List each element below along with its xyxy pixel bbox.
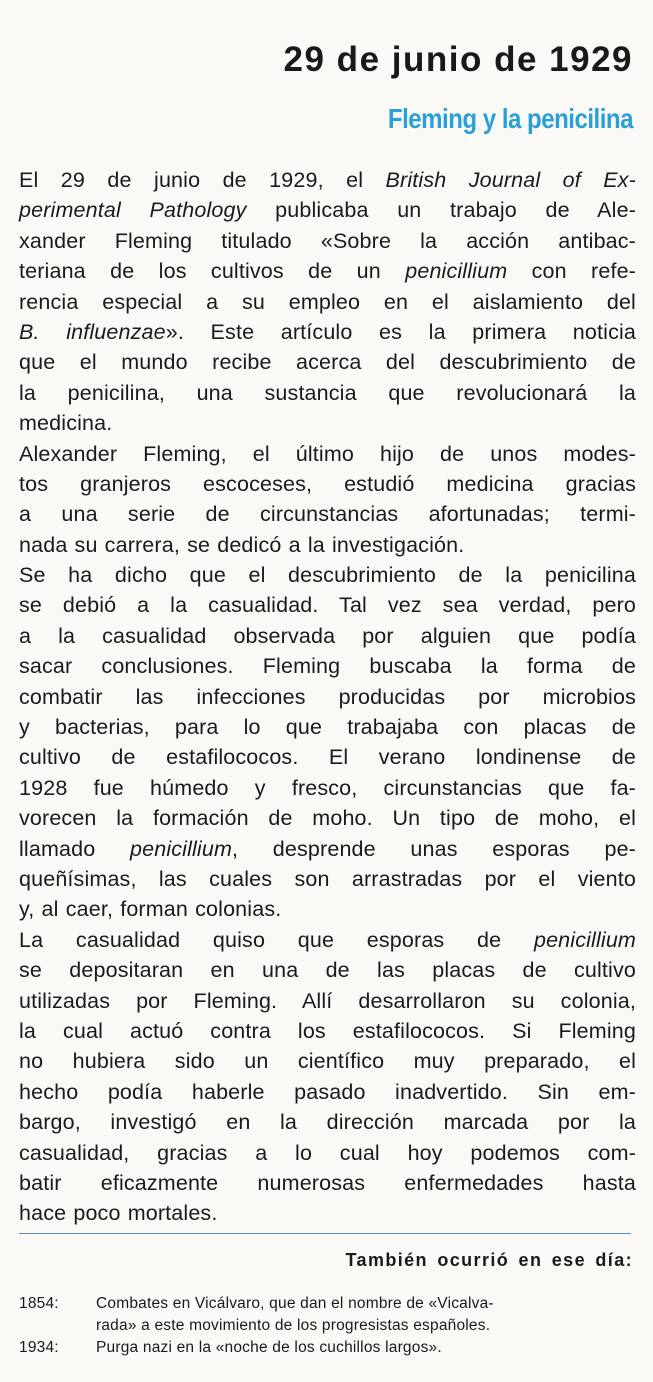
article-line <box>19 560 636 590</box>
text-run: rencia especial a su empleo en el aislamiento del <box>19 289 636 314</box>
text-run: 1928 fue húmedo y fresco, circunstancias que fa- <box>19 775 636 800</box>
article-line <box>19 317 636 347</box>
article-subtitle: Fleming y la penicilina <box>387 103 633 134</box>
text-run: xander Fleming titulado «Sobre la acción antibac- <box>19 228 636 253</box>
article-line <box>19 256 636 286</box>
article-line <box>19 834 636 864</box>
italic-text: penicillium <box>533 927 636 952</box>
text-run: y bacterias, para lo que trabajaba con placas de <box>19 715 636 740</box>
event-item <box>19 1337 636 1359</box>
italic-text: penicillium <box>405 259 508 284</box>
text-run: , desprende unas esporas pe- <box>232 836 636 861</box>
text-run: bargo, investigó en la dirección marcada por la <box>19 1110 636 1135</box>
article-line <box>19 1107 636 1137</box>
event-year: 1854: <box>19 1295 59 1312</box>
article-line <box>19 742 636 772</box>
article-line <box>19 1168 636 1198</box>
text-run: a la casualidad observada por alguien que podía <box>19 623 636 648</box>
text-run: a una serie de circunstancias afortunadas; termi- <box>19 502 636 527</box>
article-line <box>19 499 636 529</box>
italic-text: B. influenzae <box>19 319 166 344</box>
article-line <box>19 165 636 195</box>
text-run: casualidad, gracias a lo cual hoy podemos com- <box>19 1140 636 1165</box>
article-line <box>19 408 636 438</box>
article-line <box>19 955 636 985</box>
event-item <box>19 1293 636 1337</box>
date-title: 29 de junio de 1929 <box>283 40 633 79</box>
text-run: que el mundo recibe acerca del descubrimiento de <box>19 350 636 375</box>
event-description: Purga nazi en la «noche de los cuchillos largos». <box>96 1339 442 1356</box>
article-line <box>19 925 636 955</box>
article-line <box>19 1046 636 1076</box>
text-run: tos granjeros escoceses, estudió medicina gracias <box>19 471 636 496</box>
text-run: publicaba un trabajo de Ale- <box>246 198 636 223</box>
text-run: La casualidad quiso que esporas de <box>19 927 534 952</box>
text-run: medicina. <box>19 411 113 436</box>
text-run: vorecen la formación de moho. Un tipo de moho, el <box>19 806 636 831</box>
text-run: Alexander Fleming, el último hijo de unos modes- <box>19 441 636 466</box>
text-run: combatir las infecciones producidas por microbios <box>19 684 636 709</box>
article-line <box>19 803 636 833</box>
event-description: rada» a este movimiento de los progresistas españoles. <box>96 1317 491 1334</box>
text-run: no hubiera sido un científico muy preparado, el <box>19 1049 636 1074</box>
text-run: queñísimas, las cuales son arrastradas por el viento <box>19 866 636 891</box>
article-line <box>19 986 636 1016</box>
article-line <box>19 590 636 620</box>
italic-text: penicillium <box>130 836 233 861</box>
article-line <box>19 651 636 681</box>
text-run: utilizadas por Fleming. Allí desarrollaron su colonia, <box>19 988 636 1013</box>
article-line <box>19 347 636 377</box>
text-run: se debió a la casualidad. Tal vez sea verdad, pero <box>19 593 636 618</box>
text-run: batir eficazmente numerosas enfermedades hasta <box>19 1170 636 1195</box>
italic-text: perimental Pathology <box>19 198 247 223</box>
text-run: Se ha dicho que el descubrimiento de la penicilina <box>19 563 636 588</box>
article-line <box>19 530 636 560</box>
article-line <box>19 712 636 742</box>
text-run: llamado <box>19 836 130 861</box>
article-line <box>19 621 636 651</box>
article-line <box>19 287 636 317</box>
article-line <box>19 378 636 408</box>
article-line <box>19 864 636 894</box>
text-run: la cual actuó contra los estafilococos. Si Fleming <box>19 1018 636 1043</box>
article-line <box>19 439 636 469</box>
text-run: nada su carrera, se dedicó a la investigación. <box>19 532 465 557</box>
section-divider <box>19 1233 631 1234</box>
event-year: 1934: <box>19 1339 59 1356</box>
event-description: Combates en Vicálvaro, que dan el nombre de «Vicalva- <box>96 1295 494 1312</box>
article-line <box>19 773 636 803</box>
text-run: y, al caer, forman colonias. <box>19 897 282 922</box>
article-line <box>19 226 636 256</box>
text-run: hecho podía haberle pasado inadvertido. Sin em- <box>19 1079 636 1104</box>
article-line <box>19 1016 636 1046</box>
text-run: hace poco mortales. <box>19 1201 218 1226</box>
article-line <box>19 1198 636 1228</box>
text-run: la penicilina, una sustancia que revolucionará la <box>19 380 636 405</box>
article-line <box>19 1138 636 1168</box>
article-line <box>19 469 636 499</box>
article-line <box>19 1077 636 1107</box>
text-run: con refe- <box>507 259 636 284</box>
events-list <box>19 1293 636 1359</box>
text-run: teriana de los cultivos de un <box>19 259 406 284</box>
italic-text: British Journal of Ex- <box>385 168 636 192</box>
article-line <box>19 195 636 225</box>
article-line <box>19 682 636 712</box>
also-happened-heading: También ocurrió en ese día: <box>345 1250 633 1270</box>
text-run: ». Este artículo es la primera noticia <box>165 319 636 344</box>
text-run: sacar conclusiones. Fleming buscaba la forma de <box>19 654 636 679</box>
text-run: se depositaran en una de las placas de cultivo <box>19 958 636 983</box>
article-body <box>19 165 636 1229</box>
text-run: cultivo de estafilococos. El verano londinense de <box>19 745 636 770</box>
text-run: El 29 de junio de 1929, el <box>19 168 386 192</box>
article-line <box>19 894 636 924</box>
